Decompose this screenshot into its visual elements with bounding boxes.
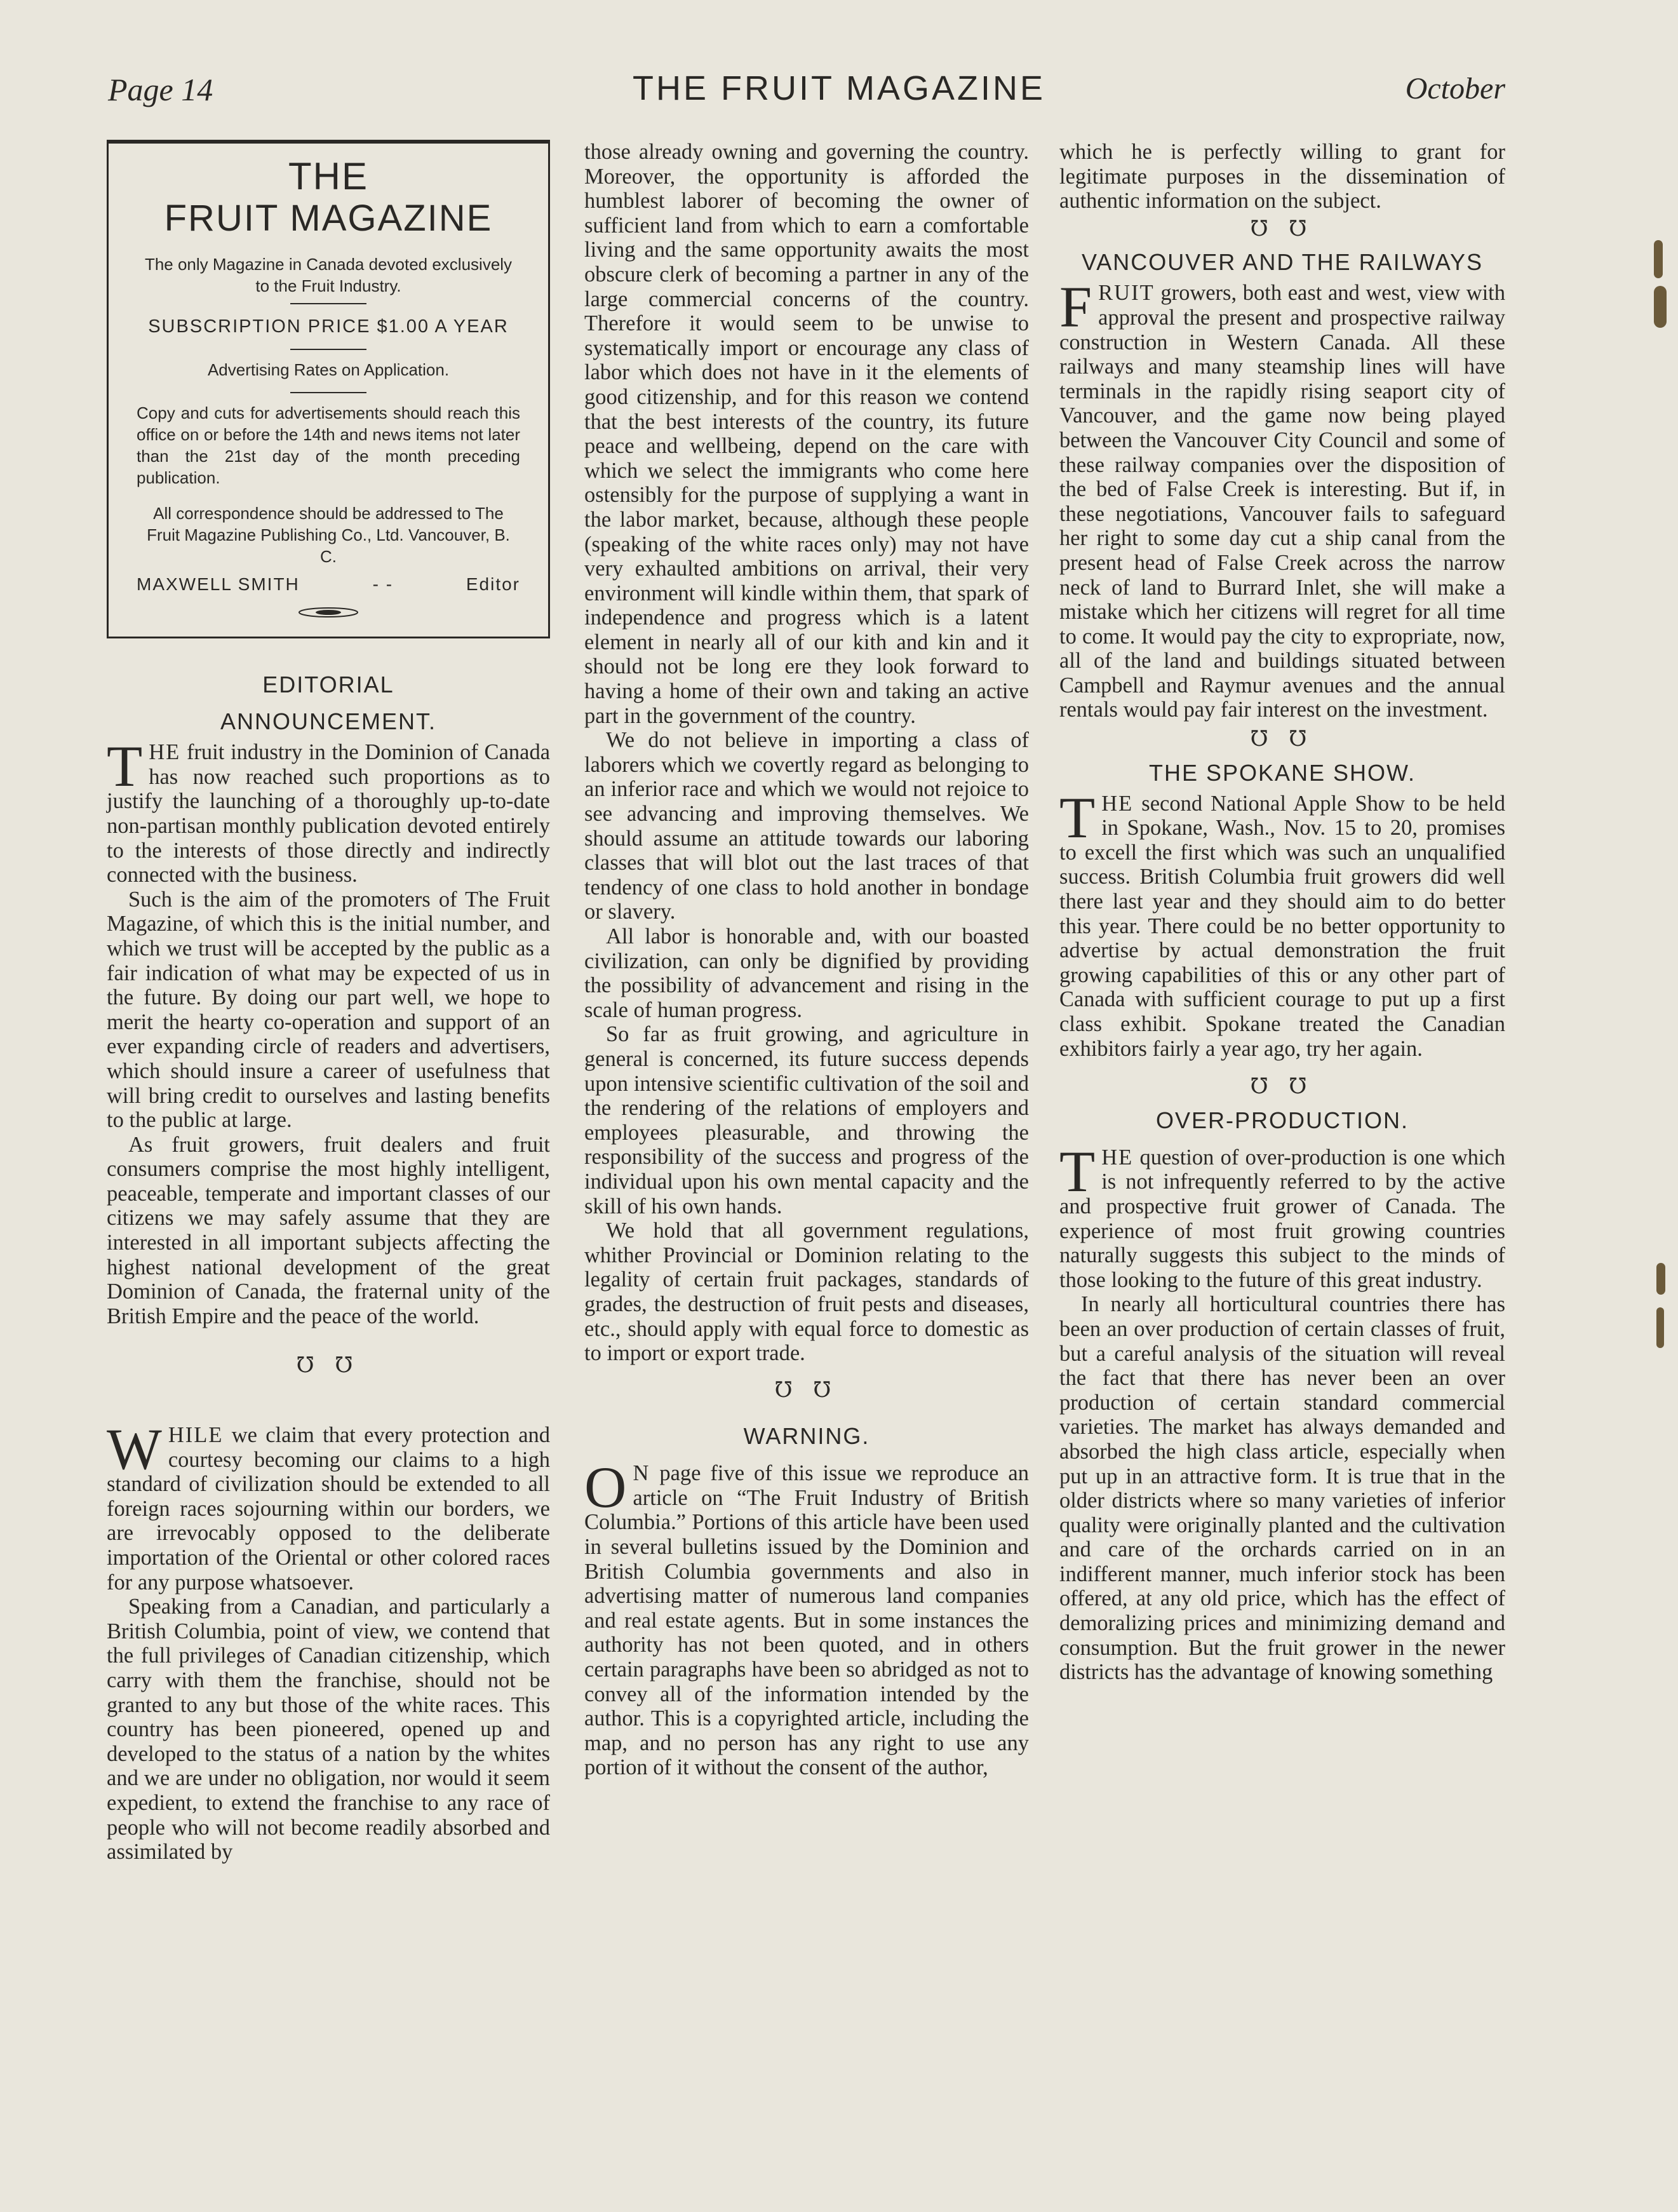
section-ornament: ℧ ℧ (1250, 217, 1315, 241)
paper-stain (1656, 1263, 1665, 1295)
spokane-heading: THE SPOKANE SHOW. (1148, 759, 1416, 786)
warning-paragraph-1 (584, 1455, 1029, 1780)
column-1 (107, 140, 550, 1865)
section-ornament: ℧ ℧ (774, 1378, 839, 1402)
lead-in: N (633, 1461, 650, 1486)
overproduction-paragraph-2: In nearly all horticultural countries there has been an over production of certain classes of fruit, but a careful analysis of the situation will reveal the fact that there has never been an over production of certain standard commercial varieties. The market has always demanded and absorbed the high class article, especially when put up in an attractive form. It is true that in the older districts where so many varieties of inferior quality were originally planted and the cultivation and care of the orchards carried on in an indifferent manner, much inferior stock has been offered, at any old price, which has the effect of demoralizing prices and minimizing demand and consumption. But the fruit grower in the newer districts has the advantage of knowing something (1059, 1292, 1505, 1685)
paragraph-text: second National Apple Show to be held in Spokane, Wash., Nov. 15 to 20, promises to excell the first which was such an unqualified success. British Columbia fruit growers did well there last year and they should aim to do better this year. There could be no better opportunity to advertise by actual demonstration the fruit growing capabilities of this or any other part of Canada with sufficient courage to put up a first class exhibit. Spokane treated the Canadian exhibitors fairly a year ago, try her again. (1059, 791, 1506, 1061)
immigration-paragraph-7: We hold that all government regulations, whither Provincial or Dominion relating to the legality of certain fruit packages, standards of grades, the destruction of fruit pests and diseases, etc., should apply with equal force to domestic as to import or export trade. (584, 1218, 1029, 1366)
railways-heading: VANCOUVER AND THE RAILWAYS (1081, 249, 1484, 276)
editorial-heading-line2: ANNOUNCEMENT. (220, 708, 436, 735)
lead-in: RUIT (1098, 281, 1155, 306)
drop-cap: T (1059, 1138, 1096, 1204)
railways-paragraph-1 (1059, 274, 1506, 722)
section-ornament: ℧ ℧ (1250, 1075, 1315, 1099)
masthead-ornament (137, 601, 520, 626)
editor-role: Editor (466, 574, 520, 594)
paper-stain (1656, 1307, 1664, 1348)
running-title: THE FRUIT MAGAZINE (632, 69, 1046, 107)
divider (290, 349, 366, 350)
paragraph-text: fruit industry in the Dominion of Canada has now reached such proportions as to justify the launching of a thoroughly up-to-date non-partisan monthly publication devoted entirely to the interests of those directly and indirectly connected with the business. (107, 740, 551, 887)
immigration-paragraph-3: those already owning and governing the country. Moreover, the opportunity is afforded the humblest laborer of becoming the owner of sufficient land from which to earn a comfortable living and the same opportunity awaits the most obscure clerk of becoming a partner in any of the large commercial concerns of the country. Therefore it would seem to be unwise to systematically import or encourage any class of labor which does not have in it the elements of good citizenship, and for this reason we contend that the best interests of the country, its future peace and wellbeing, depend on the care with which we select the immigrants who come here ostensibly for the purpose of supplying a want in the labor market, because, although these people (speaking of the white races only) may not have very exhaulted ambitions on arrival, their very environment will kindle within them, that spark of independence and progress which is a latent element in nearly all of our kith and kin and it should not be long ere they look forward to having a home of their own and taking an active part in the government of the country. (584, 140, 1029, 728)
copy-deadline-notice: Copy and cuts for advertisements should reach this office on or before the 14th and news items not later than the 21st day of the month preceding publication. (137, 403, 520, 487)
warning-paragraph-2: which he is perfectly willing to grant for legitimate purposes in the dissemination of authentic information on the subject. (1059, 140, 1505, 213)
divider (290, 303, 366, 304)
lead-in: HILE (168, 1423, 224, 1448)
paragraph-text: growers, both east and west, view with approval the present and prospective railway construction in Western Canada. All these railways and many steamship lines will have terminals in the rapidly rising seaport city of Vancouver, and the game now being played between the Vancouver City Council and some of these railway companies over the disposition of the bed of False Creek is interesting. But if, in these negotiations, Vancouver fails to safeguard her right to some day cut a ship canal from the present head of False Creek across the narrow neck of land to Burrard Inlet, she will make a mistake which her citizens will regret for all time to come. It would pay the city to expropriate, now, all of the land and buildings situated between Campbell and Raymur avenues and the annual rentals would pay fair interest on the investment. (1059, 281, 1506, 722)
correspondence-address: All correspondence should be addressed to The Fruit Magazine Publishing Co., Ltd. Vancouver, B. C. (147, 504, 510, 566)
issue-month: October (1405, 72, 1505, 105)
masthead-box (107, 140, 550, 638)
immigration-paragraph-2: Speaking from a Canadian, and particularly a British Columbia, point of view, we contend that the full privileges of Canadian citizenship, which carry with them the franchise, should not be granted to any but those of the white races. This country has been pioneered, opened up and developed to the status of a nation by the whites and we are under no obligation, nor would it seem expedient, to extend the franchise to any race of people who will not become readily absorbed and assimilated by (107, 1595, 550, 1865)
column-3 (1059, 140, 1505, 1685)
paper-stain (1654, 286, 1667, 328)
editorial-paragraph-2: Such is the aim of the promoters of The Fruit Magazine, of which this is the initial number, and which we trust will be accepted by the public as a fair indication of what may be expected of us in the future. By doing our part well, we hope to merit the hearty co-operation and support of an ever expanding circle of readers and advertisers, which should insure a career of usefulness that will bring credit to ourselves and lasting benefits to the public at large. (107, 887, 550, 1133)
editorial-heading-line1: EDITORIAL (262, 671, 394, 698)
paragraph-text: question of over-production is one which is not infrequently referred to by the active and prospective fruit grower of Canada. The experience of most fruit growing countries naturally suggests this subject to the minds of those looking to the future of this great industry. (1059, 1145, 1506, 1292)
page-number: Page 14 (108, 72, 213, 107)
editorial-paragraph-1 (107, 734, 551, 887)
paper-stain (1654, 240, 1663, 278)
lead-in: HE (149, 740, 181, 765)
masthead-title-line2: FRUIT MAGAZINE (164, 198, 493, 239)
immigration-paragraph-1 (107, 1417, 551, 1595)
divider (290, 392, 366, 393)
overproduction-heading: OVER-PRODUCTION. (1155, 1107, 1409, 1133)
immigration-paragraph-6: So far as fruit growing, and agriculture in general is concerned, its future success depends upon intensive scientific cultivation of the soil and the rendering of the relations of employers and employees pleasurable, and throwing the responsibility of the success and progress of the individual upon his own mental capacity and the skill of his own hands. (584, 1022, 1029, 1218)
immigration-paragraph-4: We do not believe in importing a class of laborers which we covertly regard as belonging to an inferior race and which we would not rejoice to see advancing and improving themselves. We should assume an attitude towards our laboring classes that will blot out the last traces of that tendency of one class to hold another in bondage or slavery. (584, 728, 1029, 924)
drop-cap: W (107, 1417, 162, 1482)
warning-heading: WARNING. (743, 1423, 870, 1450)
paragraph-text: page five of this issue we reproduce an article on “The Fruit Industry of British Columbia.” Portions of this article have been used in several bulletins issued by the Dominion and British Columbia governments and also in advertising matter of numerous land companies and real estate agents. But in some instances the authority has not been quoted, and in others certain paragraphs have been so abridged as not to convey all of the information intended by the author. This is a copyrighted article, including the map, and no person has any right to use any portion of it without the consent of the author, (584, 1461, 1029, 1780)
editor-dashes: - - (372, 574, 394, 594)
masthead-tagline: The only Magazine in Canada devoted exclusively to the Fruit Industry. (144, 255, 513, 295)
drop-cap: O (584, 1455, 627, 1520)
subscription-price: SUBSCRIPTION PRICE $1.00 A YEAR (148, 316, 509, 337)
drop-cap: F (1059, 274, 1092, 340)
spokane-paragraph-1 (1059, 785, 1506, 1062)
masthead-title-line1: THE (288, 155, 368, 198)
immigration-paragraph-5: All labor is honorable and, with our boasted civilization, can only be dignified by providing the possibility of advancement and rising in the scale of human progress. (584, 924, 1029, 1022)
editor-name: MAXWELL SMITH (137, 574, 300, 594)
paragraph-text: we claim that every protection and courtesy becoming our claims to a high standard of civilization should be extended to all foreign races sojourning within our borders, we are irrevocably opposed to the deliberate importation of the Oriental or other colored races for any purpose whatsoever. (107, 1423, 551, 1595)
overproduction-paragraph-1 (1059, 1138, 1506, 1293)
drop-cap: T (1059, 785, 1096, 850)
column-2 (584, 140, 1029, 1780)
editor-credit (137, 572, 520, 597)
ornament-icon (297, 606, 360, 619)
lead-in: HE (1101, 791, 1134, 816)
section-ornament: ℧ ℧ (1250, 727, 1315, 752)
lead-in: HE (1101, 1145, 1134, 1170)
drop-cap: T (107, 734, 143, 799)
section-ornament: ℧ ℧ (296, 1354, 361, 1378)
advertising-rates: Advertising Rates on Application. (207, 360, 450, 379)
editorial-paragraph-3: As fruit growers, fruit dealers and fruit consumers comprise the most highly intelligent, peaceable, temperate and important classes of our citizens we may safely assume that they are interested in all important subjects affecting the highest national development of the great Dominion of Canada, the fraternal unity of the British Empire and the peace of the world. (107, 1132, 550, 1328)
